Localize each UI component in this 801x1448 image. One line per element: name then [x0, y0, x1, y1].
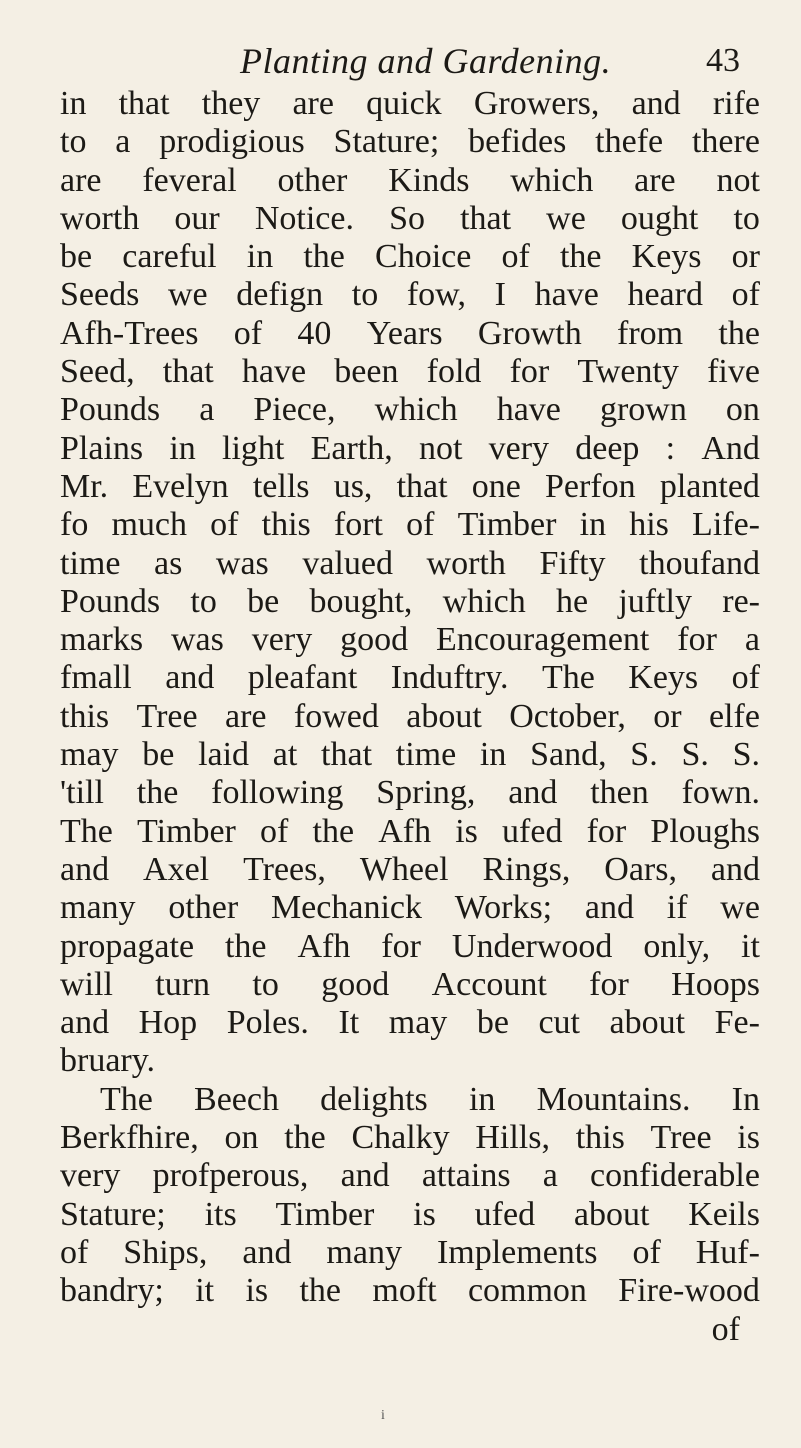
word: Life- [692, 506, 760, 544]
word: have [496, 391, 561, 429]
word: light [222, 429, 285, 467]
word: is [413, 1195, 436, 1233]
word: and [60, 850, 110, 888]
word: Ships, [123, 1233, 208, 1271]
word: profperous, [152, 1157, 309, 1195]
word: in [60, 85, 87, 122]
word: the [718, 314, 760, 352]
text-line [60, 430, 760, 468]
word: fort [333, 506, 383, 544]
word: Induftry. [390, 659, 509, 697]
text-line [60, 889, 760, 927]
word: in [246, 238, 274, 276]
text-line [60, 276, 760, 314]
word: on [725, 391, 760, 429]
word: thoufand [639, 544, 760, 582]
word: may [60, 736, 119, 774]
word: the [299, 1272, 342, 1310]
word: S. [681, 736, 709, 774]
word: on [224, 1119, 259, 1157]
word: his [629, 506, 669, 544]
word: in [468, 1080, 496, 1118]
word: about [573, 1195, 650, 1233]
word: of [60, 1233, 89, 1271]
word: the [312, 812, 355, 850]
word: for [381, 927, 421, 965]
word: and [710, 850, 760, 888]
word: it [195, 1272, 215, 1310]
word: juftly [618, 582, 692, 620]
word: Account [431, 965, 547, 1003]
word: and [631, 85, 681, 122]
word: Plains [60, 429, 144, 467]
word: or [653, 697, 682, 735]
word: The [541, 659, 595, 697]
text-line [60, 200, 760, 238]
word: Berkfhire, [60, 1119, 199, 1157]
word: Pounds [60, 391, 161, 429]
word: us, [333, 467, 373, 505]
word: as [154, 544, 183, 582]
word: Choice [375, 238, 472, 276]
word: are [292, 85, 334, 122]
page-number: 43 [706, 42, 740, 79]
word: about [609, 1004, 686, 1042]
word: of [731, 659, 760, 697]
word: Stature; [333, 123, 440, 161]
text-line [60, 928, 760, 966]
word: bandry; [60, 1272, 164, 1310]
word: Seed, [60, 353, 135, 391]
word: laid [198, 736, 250, 774]
word: Fe- [714, 1004, 760, 1042]
word: that [396, 467, 448, 505]
word: worth [426, 544, 506, 582]
word: we [546, 199, 586, 237]
word: there [691, 123, 760, 161]
word: and [165, 659, 215, 697]
word: fold [426, 353, 482, 391]
word: Earth, [310, 429, 393, 467]
text-line [60, 1004, 760, 1042]
page-header [240, 40, 740, 90]
word: to [351, 276, 379, 314]
word: Timber [275, 1195, 375, 1233]
word: time [395, 736, 457, 774]
word: for [509, 353, 550, 391]
word: : [665, 429, 676, 467]
word: Afh-Trees [60, 314, 199, 352]
word: that [460, 199, 512, 237]
word: Twenty [577, 353, 679, 391]
word: in [169, 429, 196, 467]
word: our [174, 199, 220, 237]
word: that [321, 736, 373, 774]
word: is [737, 1119, 760, 1157]
word: that [118, 85, 170, 122]
word: Growers, [473, 85, 600, 122]
word: fo [60, 506, 89, 544]
word: is [455, 812, 478, 850]
word: is [245, 1272, 269, 1310]
text-line [60, 85, 760, 123]
text-line [60, 774, 760, 812]
text-line [60, 468, 760, 506]
word: of [632, 1233, 661, 1271]
word: elfe [708, 697, 760, 735]
text-line [60, 813, 760, 851]
word: Fire-wood [618, 1272, 760, 1310]
text-line [60, 315, 760, 353]
word: are [60, 161, 102, 199]
word: we [720, 889, 760, 927]
text-line [60, 1157, 760, 1195]
word: of [731, 276, 760, 314]
word: Piece, [253, 391, 336, 429]
word: grown [599, 391, 687, 429]
word: then [590, 774, 649, 812]
word: Encouragement [436, 621, 650, 659]
text-line [60, 162, 760, 200]
word: one [471, 467, 521, 505]
word: from [617, 314, 684, 352]
word: to [60, 123, 87, 161]
word: not [418, 429, 463, 467]
text-line [60, 1081, 760, 1119]
word: S. [630, 736, 658, 774]
word: its [204, 1195, 237, 1233]
word: and [508, 774, 558, 812]
word: be [247, 582, 280, 620]
word: Ploughs [650, 812, 760, 850]
word: thefe [595, 123, 664, 161]
word: will [60, 965, 113, 1003]
text-line: bruary. [60, 1042, 156, 1080]
text-line [60, 123, 760, 161]
word: In [731, 1080, 760, 1118]
word: to [733, 199, 760, 237]
word: Evelyn [132, 467, 229, 505]
word: The [60, 812, 113, 850]
word: Keys [628, 659, 699, 697]
word: careful [122, 238, 217, 276]
word: only, [643, 927, 711, 965]
word: attains [421, 1157, 511, 1195]
word: been [334, 353, 399, 391]
word: a [744, 621, 760, 659]
word: many [326, 1233, 402, 1271]
word: ufed [474, 1195, 536, 1233]
word: cut [538, 1004, 580, 1042]
word: Rings, [482, 850, 571, 888]
word: be [476, 1004, 509, 1042]
word: turn [155, 965, 211, 1003]
word: or [731, 238, 760, 276]
word: Mechanick [270, 889, 422, 927]
word: which [510, 161, 594, 199]
word: of [406, 506, 435, 544]
word: Tree [650, 1119, 712, 1157]
word: are [634, 161, 676, 199]
word: Perfon [545, 467, 636, 505]
word: befides [468, 123, 567, 161]
word: confiderable [590, 1157, 760, 1195]
word: October, [509, 697, 626, 735]
word: Underwood [451, 927, 613, 965]
word: the [303, 238, 345, 276]
word: Mountains. [536, 1080, 691, 1118]
word: we [167, 276, 208, 314]
word: which [442, 582, 526, 620]
word: Beech [194, 1080, 279, 1118]
word: pleafant [247, 659, 358, 697]
word: Afh [297, 927, 351, 965]
word: Pounds [60, 582, 161, 620]
word: delights [320, 1080, 428, 1118]
word: common [467, 1272, 587, 1310]
word: Fifty [539, 544, 606, 582]
word: fowed [293, 697, 379, 735]
word: about [406, 697, 482, 735]
word: good [340, 621, 409, 659]
word: Keys [631, 238, 702, 276]
word: which [374, 391, 458, 429]
word: very [60, 1157, 121, 1195]
text-line [60, 966, 760, 1004]
word: prodigious [159, 123, 305, 161]
word: and [340, 1157, 390, 1195]
word: The [100, 1080, 153, 1118]
word: fown. [681, 774, 760, 812]
word: of [501, 238, 530, 276]
word: It [338, 1004, 360, 1042]
word: Spring, [376, 774, 476, 812]
text-line [60, 1119, 760, 1157]
word: Sand, [530, 736, 607, 774]
word: I [494, 276, 506, 314]
word: re- [722, 582, 760, 620]
word: Years [366, 314, 443, 352]
catchword: of [711, 1310, 740, 1348]
word: in [479, 736, 507, 774]
word: Timber [137, 812, 236, 850]
word: be [60, 238, 93, 276]
word: other [168, 889, 239, 927]
text-line [60, 391, 760, 429]
word: Wheel [359, 850, 449, 888]
word: Timber [457, 506, 557, 544]
word: and [242, 1233, 292, 1271]
word: five [707, 353, 760, 391]
word: a [542, 1157, 558, 1195]
word: S. [732, 736, 760, 774]
word: Stature; [60, 1195, 166, 1233]
word: following [211, 774, 344, 812]
text-line [60, 659, 760, 697]
footer-mark: i [381, 1408, 385, 1423]
word: a [199, 391, 215, 429]
word: defign [236, 276, 324, 314]
text-line [60, 698, 760, 736]
text-line [60, 545, 760, 583]
word: was [215, 544, 269, 582]
word: may [388, 1004, 448, 1042]
word: Tree [136, 697, 198, 735]
text-line [60, 1234, 760, 1272]
text-line [60, 851, 760, 889]
word: moft [372, 1272, 437, 1310]
word: he [555, 582, 589, 620]
word: much [111, 506, 188, 544]
word: they [201, 85, 261, 122]
word: the [559, 238, 602, 276]
word: in [579, 506, 607, 544]
word: worth [60, 199, 140, 237]
word: are [224, 697, 267, 735]
word: it [741, 927, 760, 965]
word: Works; [454, 889, 553, 927]
word: Oars, [604, 850, 677, 888]
word: quick [366, 85, 442, 122]
word: planted [659, 467, 760, 505]
word: 40 [297, 314, 332, 352]
word: ufed [502, 812, 563, 850]
word: this [575, 1119, 625, 1157]
text-line [60, 621, 760, 659]
word: very [488, 429, 550, 467]
text-line [60, 583, 760, 621]
word: other [277, 161, 348, 199]
word: the [224, 927, 267, 965]
word: not [716, 161, 760, 199]
word: this [60, 697, 110, 735]
word: 'till [60, 774, 104, 812]
word: So [389, 199, 425, 237]
word: Poles. [226, 1004, 309, 1042]
word: Mr. [60, 467, 109, 505]
text-line [60, 1196, 760, 1234]
word: the [284, 1119, 326, 1157]
text-line [60, 238, 760, 276]
word: Chalky [351, 1119, 450, 1157]
word: time [60, 544, 121, 582]
running-title: Planting and Gardening. [240, 41, 612, 81]
word: Afh [378, 812, 432, 850]
text-line [60, 506, 760, 544]
word: for [677, 621, 717, 659]
word: Huf- [695, 1233, 760, 1271]
word: Hop [138, 1004, 198, 1042]
word: Hoops [671, 965, 760, 1003]
word: be [142, 736, 175, 774]
word: a [115, 123, 131, 161]
word: to [190, 582, 217, 620]
word: at [272, 736, 298, 774]
word: heard [627, 276, 703, 314]
body-text [60, 85, 760, 1349]
word: deep [575, 429, 640, 467]
word: have [534, 276, 599, 314]
text-line [60, 1272, 760, 1310]
text-line [60, 736, 760, 774]
word: And [701, 429, 760, 467]
word: if [666, 889, 688, 927]
word: Seeds [60, 276, 140, 314]
text-line [60, 353, 760, 391]
word: good [321, 965, 390, 1003]
word: was [171, 621, 224, 659]
word: Implements [436, 1233, 598, 1271]
word: rife [712, 85, 760, 122]
word: Growth [477, 314, 582, 352]
word: Notice. [254, 199, 354, 237]
word: very [251, 621, 313, 659]
word: of [210, 506, 239, 544]
word: fmall [60, 659, 132, 697]
word: bought, [309, 582, 413, 620]
word: have [241, 353, 307, 391]
word: that [162, 353, 214, 391]
word: Keils [688, 1195, 760, 1233]
word: Trees, [243, 850, 326, 888]
word: of [260, 812, 289, 850]
word: for [586, 812, 627, 850]
word: for [589, 965, 629, 1003]
word: Hills, [475, 1119, 550, 1157]
word: feveral [142, 161, 237, 199]
word: ought [620, 199, 699, 237]
word: Axel [143, 850, 210, 888]
word: of [233, 314, 263, 352]
word: valued [302, 544, 393, 582]
word: many [60, 889, 136, 927]
word: and [60, 1004, 110, 1042]
word: this [261, 506, 311, 544]
word: marks [60, 621, 144, 659]
word: Kinds [388, 161, 470, 199]
word: to [252, 965, 279, 1003]
word: and [584, 889, 634, 927]
word: fow, [406, 276, 467, 314]
word: the [136, 774, 179, 812]
word: propagate [60, 927, 195, 965]
word: tells [252, 467, 310, 505]
